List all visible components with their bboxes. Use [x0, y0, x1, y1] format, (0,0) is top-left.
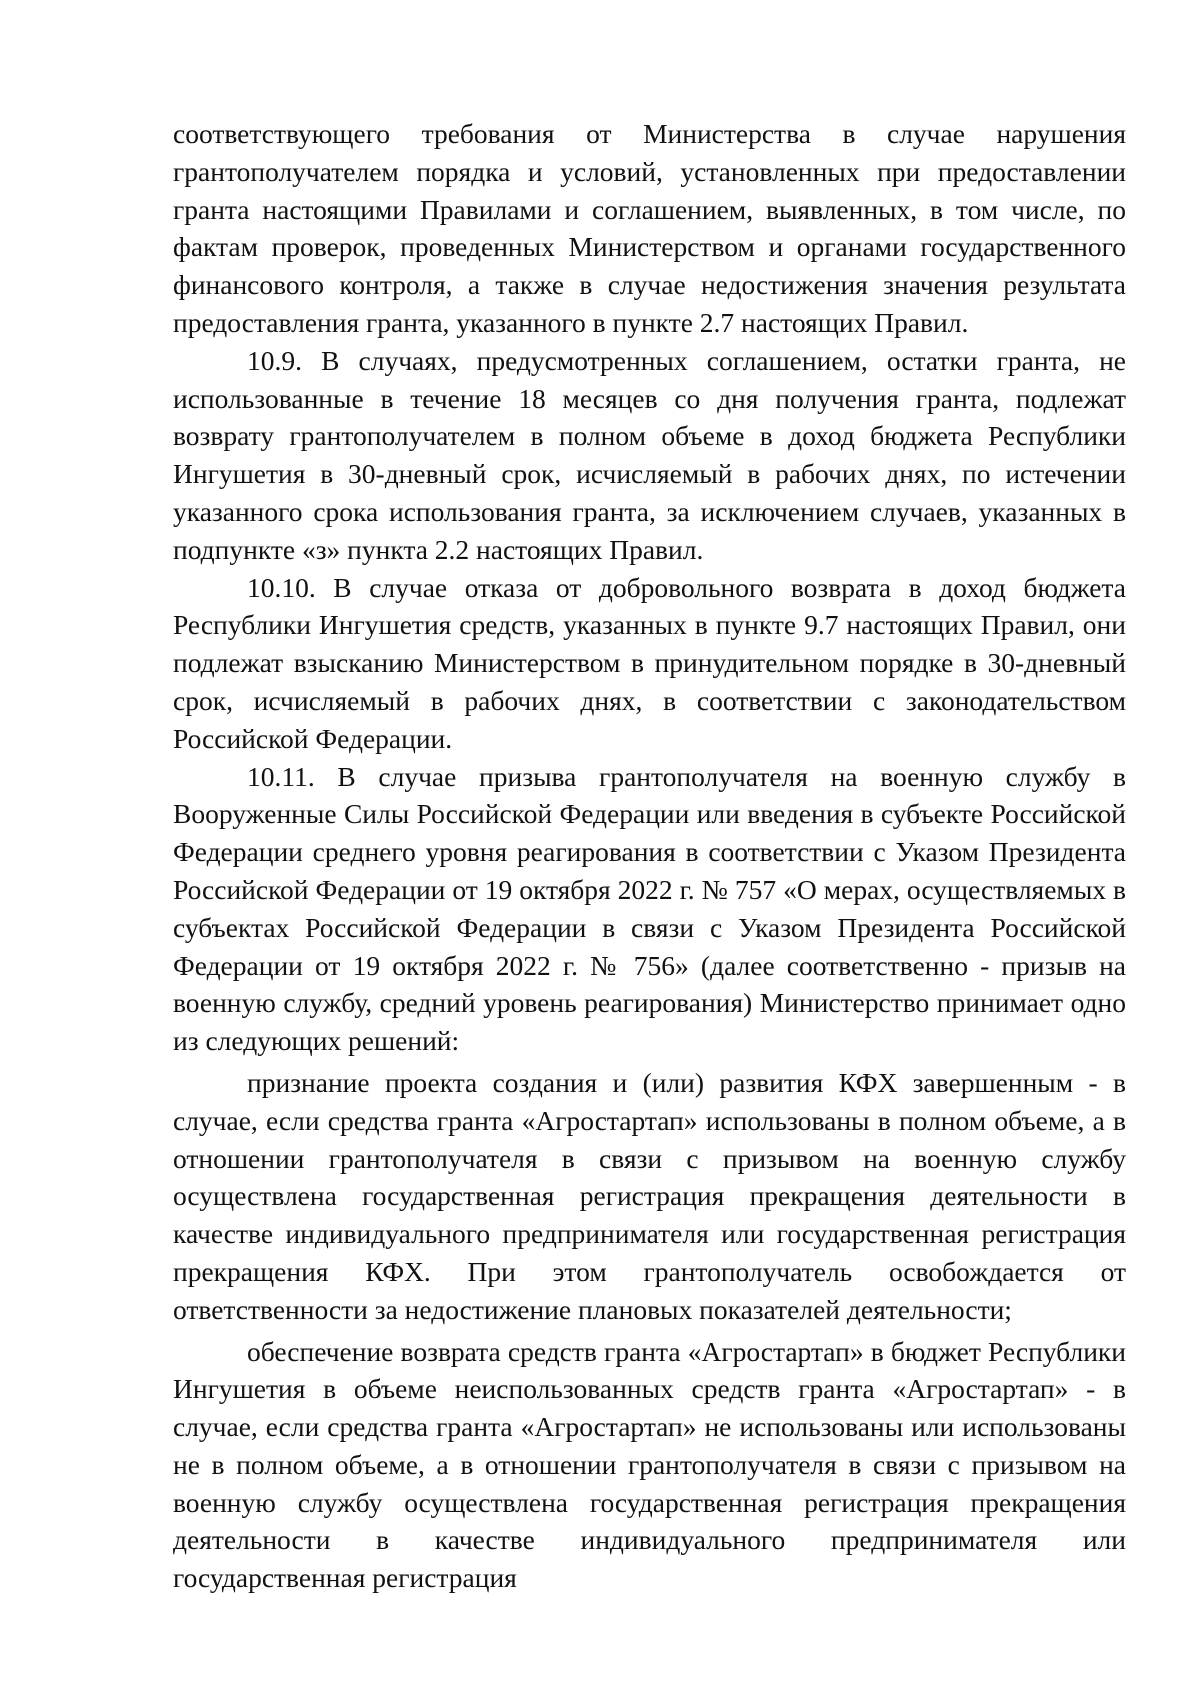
- paragraph-decision-completed: признание проекта создания и (или) развития КФХ завершенным - в случае, если средства гранта «Агростартап» использованы в полном объеме, а в отношении грантополучателя в связи с призывом на военную службу осуществлена государственная регистрация прекращения деятельности в качестве индивидуального предпринимателя или государственная регистрация прекращения КФХ. При этом грантополучатель освобождается от ответственности за недостижение плановых показателей деятельности;: [173, 1066, 1126, 1325]
- document-body: [173, 115, 1126, 1597]
- paragraph-10-9: 10.9. В случаях, предусмотренных соглашением, остатки гранта, не использованные в течение 18 месяцев со дня получения гранта, подлежат возврату грантополучателем в полном объеме в доход бюджета Республики Ингушетия в 30-дневный срок, исчисляемый в рабочих днях, по истечении указанного срока использования гранта, за исключением случаев, указанных в подпункте «з» пункта 2.2 настоящих Правил.: [173, 344, 1126, 565]
- paragraph-continuation: соответствующего требования от Министерства в случае нарушения грантополучателем порядка и условий, установленных при предоставлении гранта настоящими Правилами и соглашением, выявленных, в том числе, по фактам проверок, проведенных Министерством и органами государственного финансового контроля, а также в случае недостижения значения результата предоставления гранта, указанного в пункте 2.7 настоящих Правил.: [173, 118, 1126, 338]
- paragraph-decision-refund: обеспечение возврата средств гранта «Агростартап» в бюджет Республики Ингушетия в объеме неиспользованных средств гранта «Агростартап» - в случае, если средства гранта «Агростартап» не использованы или использованы не в полном объеме, а в отношении грантополучателя в связи с призывом на военную службу осуществлена государственная регистрация прекращения деятельности в качестве индивидуального предпринимателя или государственная регистрация: [173, 1335, 1126, 1594]
- paragraph-10-10: 10.10. В случае отказа от добровольного возврата в доход бюджета Республики Ингушетия средств, указанных в пункте 9.7 настоящих Правил, они подлежат взысканию Министерством в принудительном порядке в 30-дневный срок, исчисляемый в рабочих днях, в соответствии с законодательством Российской Федерации.: [173, 571, 1126, 754]
- paragraph-10-11: 10.11. В случае призыва грантополучателя на военную службу в Вооруженные Силы Российской Федерации или введения в субъекте Российской Федерации среднего уровня реагирования в соответствии с Указом Президента Российской Федерации от 19 октября 2022 г. № 757 «О мерах, осуществляемых в субъектах Российской Федерации в связи с Указом Президента Российской Федерации от 19 октября 2022 г. № 756» (далее соответственно - призыв на военную службу, средний уровень реагирования) Министерство принимает одно из следующих решений:: [173, 760, 1126, 1057]
